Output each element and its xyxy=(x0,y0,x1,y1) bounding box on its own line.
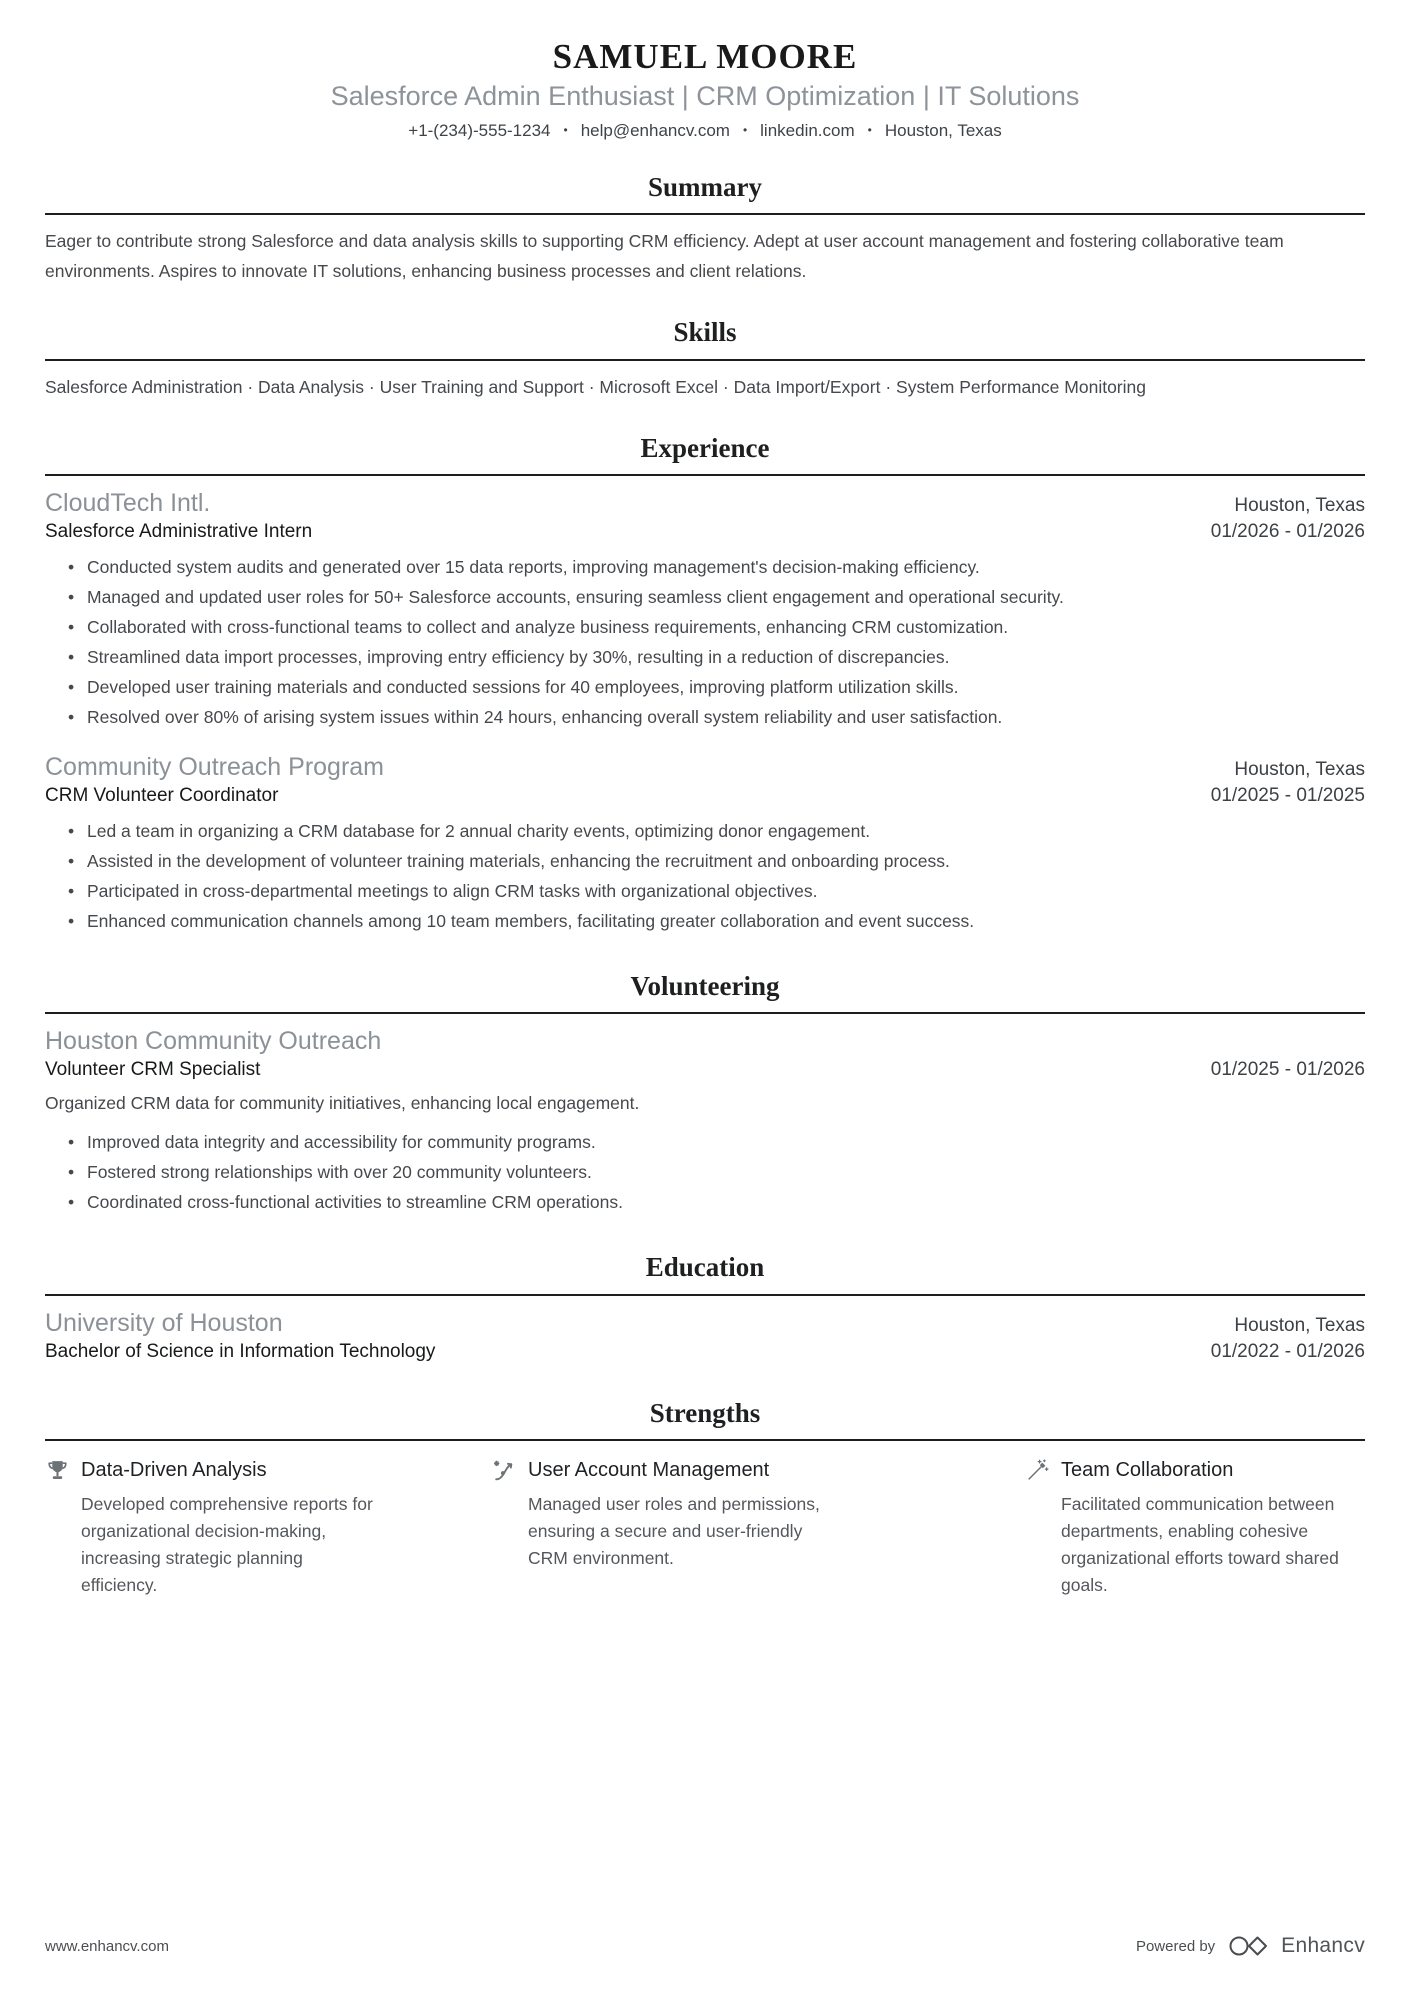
section-divider xyxy=(45,1439,1365,1441)
experience-entry xyxy=(45,488,1365,732)
page-footer xyxy=(45,1933,1365,1959)
bullet-item: • Enhanced communication channels among 10 team members, facilitating greater collaboration and event success. xyxy=(45,906,1365,936)
section-divider xyxy=(45,359,1365,361)
contact-separator: • xyxy=(563,122,568,137)
bullet-item: • Managed and updated user roles for 50+ Salesforce accounts, ensuring seamless client engagement and operational security. xyxy=(45,582,1365,612)
powered-by-block xyxy=(1136,1933,1365,1959)
candidate-tagline: Salesforce Admin Enthusiast | CRM Optimization | IT Solutions xyxy=(330,80,1080,111)
degree-title: Bachelor of Science in Information Technology xyxy=(45,1340,436,1362)
volunteering-heading: Volunteering xyxy=(630,971,780,1002)
summary-text: Eager to contribute strong Salesforce and data analysis skills to supporting CRM efficiency. Adept at user account management and fostering collaborative team environments. Aspires to innovate IT solutions, enhancing business processes and client relations. xyxy=(45,231,1284,282)
enhancv-wordmark[interactable]: Enhancv xyxy=(1281,1934,1365,1957)
entry-dates: 01/2022 - 01/2026 xyxy=(1210,1340,1365,1362)
strength-title: Team Collaboration xyxy=(1061,1459,1234,1482)
education-heading: Education xyxy=(645,1252,765,1283)
section-education xyxy=(45,1251,1365,1362)
strengths-grid xyxy=(45,1457,1365,1599)
candidate-name: SAMUEL MOORE xyxy=(552,37,858,76)
strength-description: Facilitated communication between departments, enabling cohesive organizational efforts toward shared goals. xyxy=(1061,1494,1339,1596)
section-divider xyxy=(45,1012,1365,1014)
company-name: CloudTech Intl. xyxy=(45,489,211,518)
contact-row xyxy=(45,121,1365,141)
experience-bullets xyxy=(45,816,1365,936)
section-divider xyxy=(45,1294,1365,1296)
bullet-item: • Improved data integrity and accessibility for community programs. xyxy=(45,1127,1365,1157)
volunteering-description: Organized CRM data for community initiatives, enhancing local engagement. xyxy=(45,1093,640,1114)
entry-dates: 01/2026 - 01/2026 xyxy=(1210,521,1365,543)
entry-location: Houston, Texas xyxy=(1234,1314,1365,1336)
skills-heading: Skills xyxy=(673,317,737,348)
strengths-heading: Strengths xyxy=(649,1397,761,1428)
volunteering-entry xyxy=(45,1026,1365,1217)
contact-separator: • xyxy=(742,122,748,137)
experience-heading: Experience xyxy=(640,432,770,463)
strength-description: Developed comprehensive reports for organizational decision-making, increasing strategic planning efficiency. xyxy=(81,1494,373,1596)
bullet-item: • Developed user training materials and conducted sessions for 40 employees, improving platform utilization skills. xyxy=(45,672,1365,702)
bullet-item: • Resolved over 80% of arising system issues within 24 hours, enhancing overall system reliability and user satisfaction. xyxy=(45,702,1365,732)
volunteer-role: Volunteer CRM Specialist xyxy=(45,1059,261,1081)
contact-email[interactable]: help@enhancv.com xyxy=(580,120,730,140)
entry-location: Houston, Texas xyxy=(1234,495,1365,517)
volunteering-bullets xyxy=(45,1127,1365,1217)
experience-bullets xyxy=(45,552,1365,732)
magic-wand-icon xyxy=(1025,1458,1050,1483)
bullet-item: • Led a team in organizing a CRM database for 2 annual charity events, optimizing donor engagement. xyxy=(45,816,1365,846)
strength-title: Data-Driven Analysis xyxy=(81,1459,267,1482)
bullet-item: • Conducted system audits and generated over 15 data reports, improving management's decision-making efficiency. xyxy=(45,552,1365,582)
bullet-item: • Collaborated with cross-functional teams to collect and analyze business requirements, enhancing CRM customization. xyxy=(45,612,1365,642)
organization-name: Houston Community Outreach xyxy=(45,1027,382,1056)
bullet-item: • Fostered strong relationships with over 20 community volunteers. xyxy=(45,1157,1365,1187)
bullet-item: • Participated in cross-departmental meetings to align CRM tasks with organizational objectives. xyxy=(45,876,1365,906)
bullet-item: • Assisted in the development of volunteer training materials, enhancing the recruitment and onboarding process. xyxy=(45,846,1365,876)
summary-heading: Summary xyxy=(648,171,762,202)
entry-dates: 01/2025 - 01/2025 xyxy=(1210,785,1365,807)
section-experience xyxy=(45,432,1365,936)
entry-location: Houston, Texas xyxy=(1234,759,1365,781)
job-title: Salesforce Administrative Intern xyxy=(45,521,313,543)
section-volunteering xyxy=(45,970,1365,1217)
contact-phone: +1-(234)-555-1234 xyxy=(408,120,551,140)
section-skills xyxy=(45,316,1365,401)
strength-title: User Account Management xyxy=(528,1459,770,1482)
job-title: CRM Volunteer Coordinator xyxy=(45,785,279,807)
bullet-item: • Coordinated cross-functional activities to streamline CRM operations. xyxy=(45,1187,1365,1217)
education-entry xyxy=(45,1308,1365,1363)
contact-location: Houston, Texas xyxy=(884,120,1002,140)
strength-item xyxy=(1025,1457,1365,1599)
bullet-item: • Streamlined data import processes, improving entry efficiency by 30%, resulting in a reduction of discrepancies. xyxy=(45,642,1365,672)
trophy-icon xyxy=(45,1458,70,1483)
powered-by-label: Powered by xyxy=(1135,1937,1216,1955)
section-strengths xyxy=(45,1397,1365,1599)
contact-linkedin[interactable]: linkedin.com xyxy=(760,120,855,140)
section-summary xyxy=(45,171,1365,286)
school-name: University of Houston xyxy=(45,1308,283,1337)
contact-separator: • xyxy=(867,122,872,137)
strength-item xyxy=(492,1457,1025,1599)
resume-header xyxy=(45,38,1365,141)
skills-list: Salesforce Administration · Data Analysis · User Training and Support · Microsoft Excel · Data Import/Export · System Performance Monitoring xyxy=(45,376,1146,397)
company-name: Community Outreach Program xyxy=(45,753,385,782)
entry-dates: 01/2025 - 01/2026 xyxy=(1210,1059,1365,1081)
section-divider xyxy=(45,474,1365,476)
section-divider xyxy=(45,213,1365,215)
strategy-icon xyxy=(492,1458,517,1483)
experience-entry xyxy=(45,752,1365,936)
strength-description: Managed user roles and permissions, ensuring a secure and user-friendly CRM environment. xyxy=(528,1494,820,1569)
strength-item xyxy=(45,1457,492,1599)
footer-website-link[interactable]: www.enhancv.com xyxy=(45,1937,169,1955)
enhancv-logo-icon xyxy=(1227,1933,1269,1959)
